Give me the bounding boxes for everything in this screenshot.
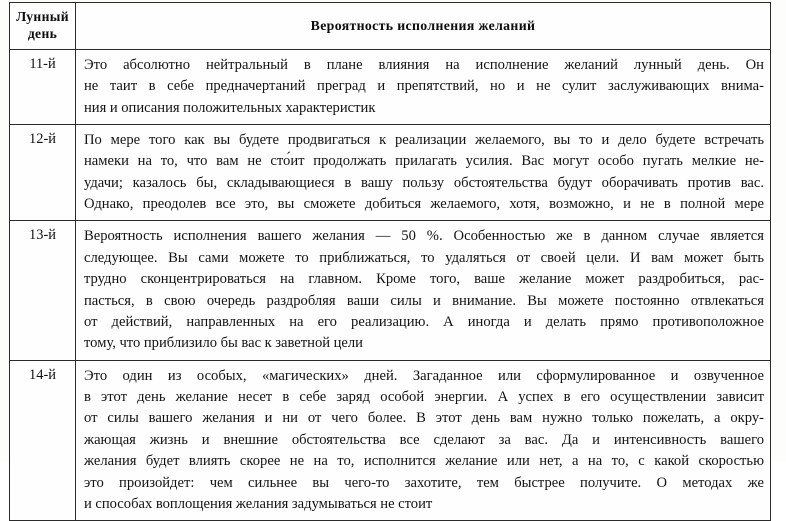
text-line: от силы вашего желания и ни от чего более. В этот день вам нужно только пожелать, а окру- [84,410,764,427]
column-header-lunar-day-line2: день [27,26,58,42]
text-line: удачи; казалось бы, складывающиеся в вашу пользу обстоятельства будут оборачивать против вас. [84,174,764,191]
text-line: По мере того как вы будете продвигаться к реализации желаемого, вы то и дело будете встречать [84,131,764,148]
lunar-days-table [9,2,771,521]
column-header-lunar-day-line1: Лунный [16,9,69,24]
text-line: в этот день желание несет в себе заряд особой энергии. А успех в его осуществлении зависит [84,389,764,406]
table-row [10,124,771,221]
lunar-days-table-wrapper [9,2,770,521]
cell-wish-probability-text [76,360,771,521]
table-row [10,49,771,124]
text-line: Это абсолютно нейтральный в плане влияния на исполнение желаний лунный день. Он [84,56,764,73]
text-line: тому, что приблизило бы вас к заветной цели [84,335,363,352]
column-header-wish-probability: Вероятность исполнения желаний [76,3,771,50]
text-line: Это один из особых, «магических» дней. Загаданное или сформулированное и озвученное [84,367,764,384]
text-line: пасться, в свою очередь раздробляя ваши силы и внимание. Вы можете постоянно отвлекаться [84,292,764,309]
cell-lunar-day: 11-й [10,49,76,124]
cell-wish-probability-text [76,124,771,221]
text-line: от действий, направленных на его реализацию. А иногда и делать прямо противоположное [84,313,764,330]
cell-lunar-day: 13-й [10,221,76,360]
table-header [10,3,771,50]
cell-wish-probability-text [76,221,771,360]
text-line: это произойдет: чем сильнее вы чего-то захотите, тем быстрее получите. О методах же [84,474,764,491]
cell-wish-probability-text [76,49,771,124]
text-line: Однако, преодолев все это, вы сможете добиться желаемого, хотя, возможно, и не в полной мере [84,196,764,213]
text-line: ния и описания положительных характеристик [84,99,376,116]
cell-lunar-day: 12-й [10,124,76,221]
text-line: желания будет влиять скорее не на то, исполнится желание или нет, а на то, с какой скоростью [84,453,764,470]
column-header-lunar-day [10,3,76,50]
table-row [10,221,771,360]
text-line: жающая жизнь и внешние обстоятельства все сделают за вас. Да и интенсивность вашего [84,431,764,448]
text-line: Вероятность исполнения вашего желания — 50 %. Особенностью же в данном случае является [84,228,764,245]
text-line: следующее. Вы сами можете то приближаться, то удаляться от своей цели. И вам может быть [84,249,764,266]
text-line: и способах воплощения желания задумываться не стоит [84,495,433,512]
text-line: намеки на то, что вам не сто́ит продолжать прилагать усилия. Вас могут особо пугать мелкие не- [84,153,764,170]
text-line: трудно сконцентрироваться на главном. Кроме того, ваше желание может раздробиться, рас- [84,271,764,288]
text-line: не таит в себе предначертаний преград и препятствий, но и не сулит заслуживающих внима- [84,78,764,95]
cell-lunar-day: 14-й [10,360,76,521]
table-body [10,49,771,521]
table-header-row [10,3,771,50]
table-row [10,360,771,521]
